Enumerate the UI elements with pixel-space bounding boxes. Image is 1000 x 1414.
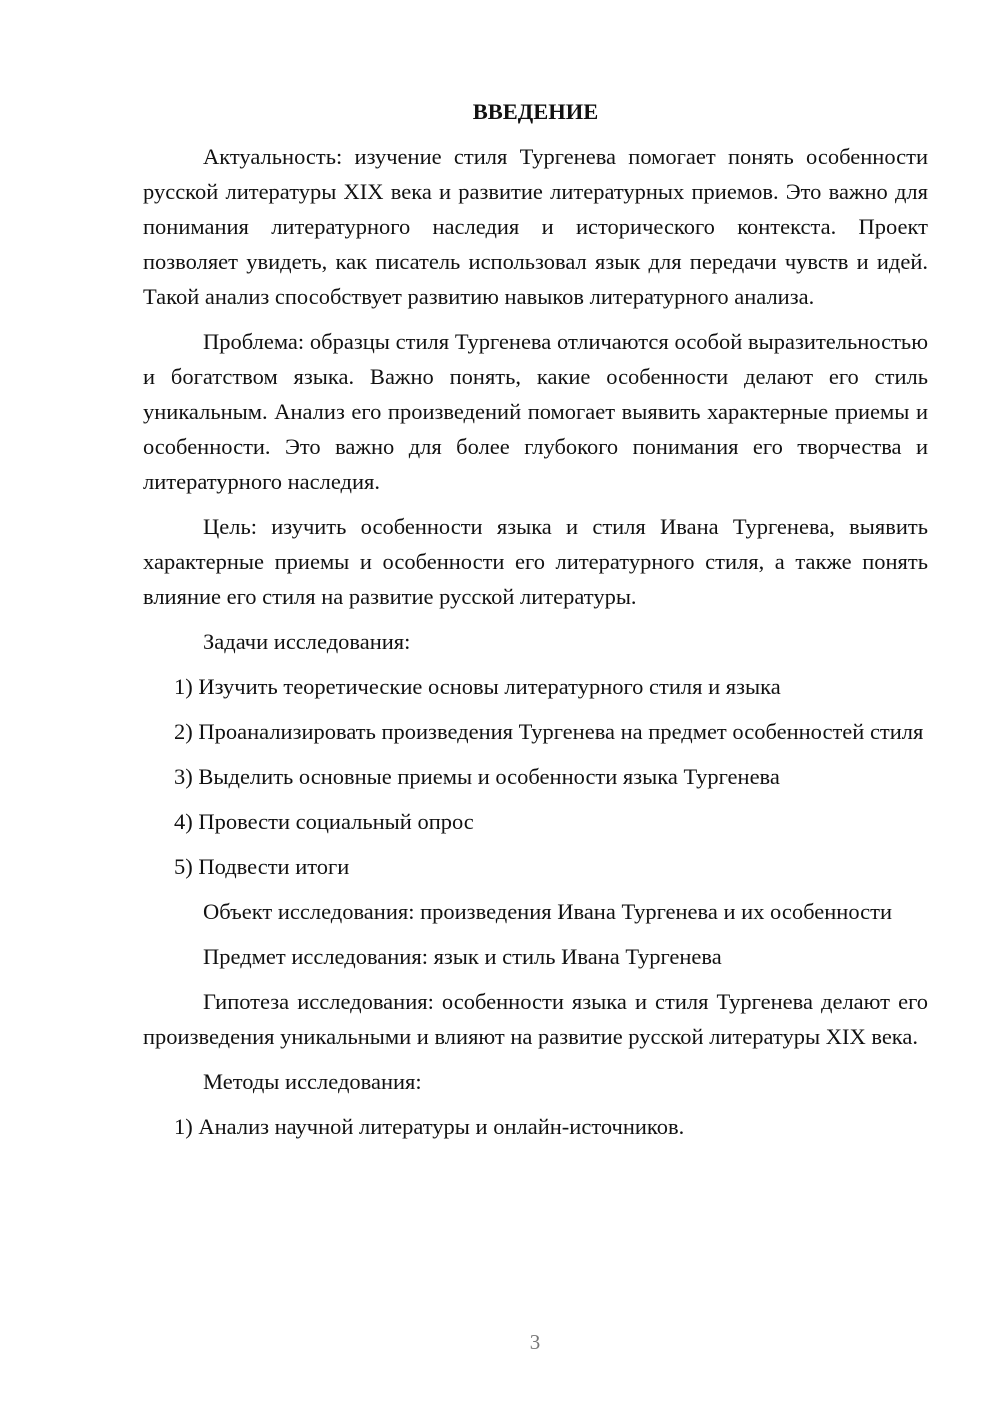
task-item: 5) Подвести итоги [174,854,350,879]
page-content [143,94,928,1154]
research-object: Объект исследования: произведения Ивана Тургенева и их особенности [203,899,892,924]
paragraph-relevance: Актуальность: изучение стиля Тургенева помогает понять особенности русской литературы XIX века и развитие литературных приемов. Это важно для понимания литературного наследия и исторического контекста. Проект позволяет увидеть, как писатель использовал язык для передачи чувств и идей. Такой анализ способствует развитию навыков литературного анализа. [143,144,928,309]
research-subject: Предмет исследования: язык и стиль Ивана Тургенева [203,944,722,969]
paragraph-goal: Цель: изучить особенности языка и стиля Ивана Тургенева, выявить характерные приемы и особенности его литературного стиля, а также понять влияние его стиля на развитие русской литературы. [143,514,928,609]
page-number: 3 [529,1330,541,1354]
task-item: 4) Провести социальный опрос [174,809,474,834]
task-item: 2) Проанализировать произведения Тургенева на предмет особенностей стиля [174,719,924,744]
task-item: 1) Изучить теоретические основы литературного стиля и языка [174,674,781,699]
task-item: 3) Выделить основные приемы и особенности языка Тургенева [174,764,780,789]
methods-heading: Методы исследования: [203,1069,422,1094]
tasks-heading: Задачи исследования: [203,629,411,654]
paragraph-problem: Проблема: образцы стиля Тургенева отличаются особой выразительностью и богатством языка. Важно понять, какие особенности делают его стиль уникальным. Анализ его произведений помогает выявить характерные приемы и особенности. Это важно для более глубокого понимания его творчества и литературного наследия. [143,329,928,494]
research-hypothesis: Гипотеза исследования: особенности языка и стиля Тургенева делают его произведения уникальными и влияют на развитие русской литературы XIX века. [143,989,928,1049]
section-title: ВВЕДЕНИЕ [472,99,599,124]
method-item: 1) Анализ научной литературы и онлайн-источников. [174,1114,685,1139]
